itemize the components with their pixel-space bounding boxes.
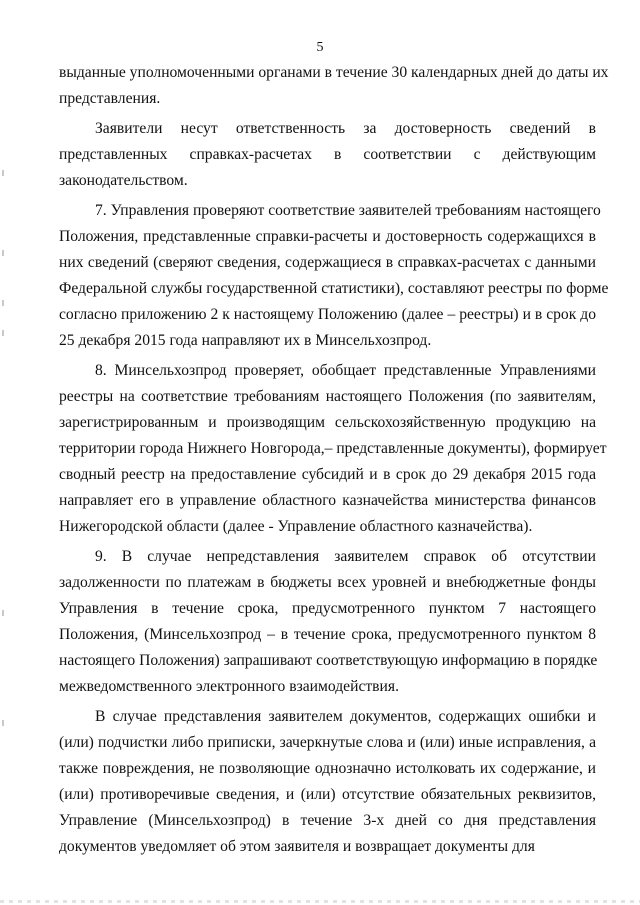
text-line: выданные уполномоченными органами в течение 30 календарных дней до даты их — [59, 64, 609, 81]
text-line: Управления в течение срока, предусмотренного пунктом 7 настоящего — [59, 600, 596, 617]
paragraph-cont — [59, 60, 609, 112]
scan-edge-marks — [2, 0, 6, 905]
paragraph-applicants — [59, 116, 596, 194]
text-line: 8. Минсельхозпрод проверяет, обобщает представленные Управлениями — [95, 362, 596, 379]
text-line: 7. Управления проверяют соответствие заявителей требованиям настоящего — [95, 202, 601, 219]
text-line: Положения, (Минсельхозпрод – в течение срока, предусмотренного пунктом 8 — [59, 626, 596, 643]
text-line: Нижегородской области (далее - Управление областного казначейства). — [59, 518, 533, 535]
scan-bottom-marks — [0, 900, 640, 903]
text-line: сводный реестр на предоставление субсидий и в срок до 29 декабря 2015 года — [59, 466, 596, 483]
document-body — [59, 60, 609, 864]
text-line: согласно приложению 2 к настоящему Положению (далее – реестры) и в срок до — [59, 306, 596, 323]
text-line: настоящего Положения) запрашивают соответствующую информацию в порядке — [59, 652, 598, 669]
paragraph-p9 — [59, 544, 596, 700]
text-line: 25 декабря 2015 года направляют их в Минсельхозпрод. — [59, 332, 432, 349]
text-line: Положения, представленные справки-расчеты и достоверность содержащихся в — [59, 228, 596, 245]
text-line: (или) противоречивые сведения, и (или) отсутствие обязательных реквизитов, — [59, 786, 596, 803]
text-line: представления. — [59, 90, 161, 107]
paragraph-p8 — [59, 358, 607, 540]
text-line: Заявители несут ответственность за достоверность сведений в — [95, 120, 596, 137]
text-line: зарегистрированным и производящим сельскохозяйственную продукцию на — [59, 414, 596, 431]
text-line: также повреждения, не позволяющие однозначно истолковать их содержание, и — [59, 760, 596, 777]
text-line: 9. В случае непредставления заявителем справок об отсутствии — [95, 548, 596, 565]
paragraph-errors — [59, 704, 596, 860]
text-line: Управление (Минсельхозпрод) в течение 3-х дней со дня представления — [59, 812, 596, 829]
paragraph-p7 — [59, 198, 609, 354]
text-line: направляет его в управление областного казначейства министерства финансов — [59, 492, 596, 509]
text-line: представленных справках-расчетах в соответствии с действующим — [59, 146, 596, 163]
text-line: (или) подчистки либо приписки, зачеркнутые слова и (или) иные исправления, а — [59, 734, 596, 751]
text-line: законодательством. — [59, 172, 188, 189]
text-line: межведомственного электронного взаимодействия. — [59, 678, 399, 695]
text-line: Федеральной службы государственной статистики), составляют реестры по форме — [59, 280, 609, 297]
text-line: них сведений (сверяют сведения, содержащиеся в справках-расчетах с данными — [59, 254, 596, 271]
page-number: 5 — [316, 40, 324, 55]
text-line: территории города Нижнего Новгорода,– представленные документы), формирует — [59, 440, 607, 457]
text-line: документов уведомляет об этом заявителя и возвращает документы для — [59, 838, 535, 855]
text-line: задолженности по платежам в бюджеты всех уровней и внебюджетные фонды — [59, 574, 596, 591]
text-line: реестры на соответствие требованиям настоящего Положения (по заявителям, — [59, 388, 596, 405]
text-line: В случае представления заявителем документов, содержащих ошибки и — [95, 708, 596, 725]
